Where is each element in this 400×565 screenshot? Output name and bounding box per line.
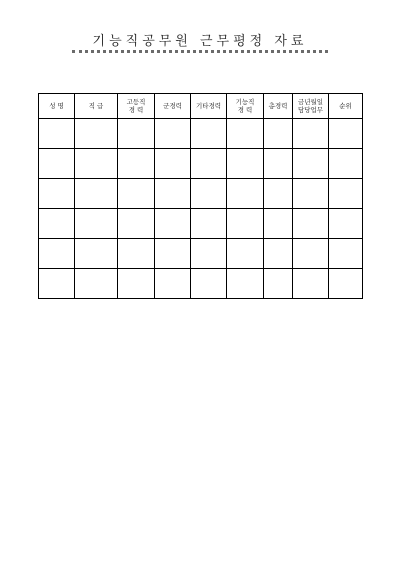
- table-cell: [75, 269, 118, 299]
- table-cell: [75, 149, 118, 179]
- table-cell: [264, 269, 293, 299]
- table-cell: [39, 239, 75, 269]
- header-name: 성 명: [39, 94, 75, 119]
- table-cell: [155, 269, 191, 299]
- table-cell: [39, 209, 75, 239]
- table-cell: [293, 149, 329, 179]
- header-technical-career: 기능직 경 력: [227, 94, 264, 119]
- header-grade: 직 급: [75, 94, 118, 119]
- table-cell: [293, 119, 329, 149]
- table-cell: [264, 149, 293, 179]
- table-cell: [75, 239, 118, 269]
- table-cell: [329, 179, 363, 209]
- table-row: [39, 209, 363, 239]
- table-cell: [118, 209, 155, 239]
- table-cell: [227, 269, 264, 299]
- header-prior-career: 고등직 경 력: [118, 94, 155, 119]
- table-cell: [293, 239, 329, 269]
- table-cell: [227, 179, 264, 209]
- table-header-row: [39, 94, 363, 119]
- table-cell: [155, 209, 191, 239]
- table-row: [39, 179, 363, 209]
- table-cell: [227, 119, 264, 149]
- table-cell: [39, 149, 75, 179]
- header-other-career: 기타경력: [191, 94, 227, 119]
- table-cell: [329, 269, 363, 299]
- table-cell: [118, 149, 155, 179]
- table-cell: [75, 179, 118, 209]
- table-cell: [264, 209, 293, 239]
- table-cell: [191, 239, 227, 269]
- table-cell: [293, 209, 329, 239]
- table-cell: [264, 179, 293, 209]
- title-dotted-underline: [72, 50, 328, 53]
- table-row: [39, 269, 363, 299]
- table-cell: [39, 119, 75, 149]
- table-cell: [118, 179, 155, 209]
- table-cell: [155, 179, 191, 209]
- table-cell: [39, 179, 75, 209]
- table-cell: [191, 209, 227, 239]
- table-row: [39, 239, 363, 269]
- table-cell: [264, 119, 293, 149]
- table-cell: [155, 149, 191, 179]
- table-cell: [118, 239, 155, 269]
- table-cell: [329, 209, 363, 239]
- table-cell: [155, 119, 191, 149]
- table-cell: [155, 239, 191, 269]
- table-cell: [75, 209, 118, 239]
- table-cell: [293, 269, 329, 299]
- table-cell: [264, 239, 293, 269]
- table-cell: [329, 149, 363, 179]
- header-rank: 순위: [329, 94, 363, 119]
- header-military-career: 군경력: [155, 94, 191, 119]
- table-row: [39, 149, 363, 179]
- table-cell: [191, 179, 227, 209]
- table-cell: [329, 239, 363, 269]
- evaluation-table: [38, 93, 363, 299]
- table-cell: [118, 119, 155, 149]
- table-cell: [191, 119, 227, 149]
- table-cell: [227, 149, 264, 179]
- table-cell: [75, 119, 118, 149]
- table-cell: [191, 269, 227, 299]
- table-cell: [191, 149, 227, 179]
- header-total-career: 총경력: [264, 94, 293, 119]
- table-cell: [118, 269, 155, 299]
- table-row: [39, 119, 363, 149]
- table-cell: [39, 269, 75, 299]
- header-current-duty: 금년월일 담당업무: [293, 94, 329, 119]
- document-title: 기능직공무원 근무평정 자료: [92, 34, 308, 49]
- table-cell: [227, 239, 264, 269]
- table-cell: [329, 119, 363, 149]
- table-cell: [293, 179, 329, 209]
- table-cell: [227, 209, 264, 239]
